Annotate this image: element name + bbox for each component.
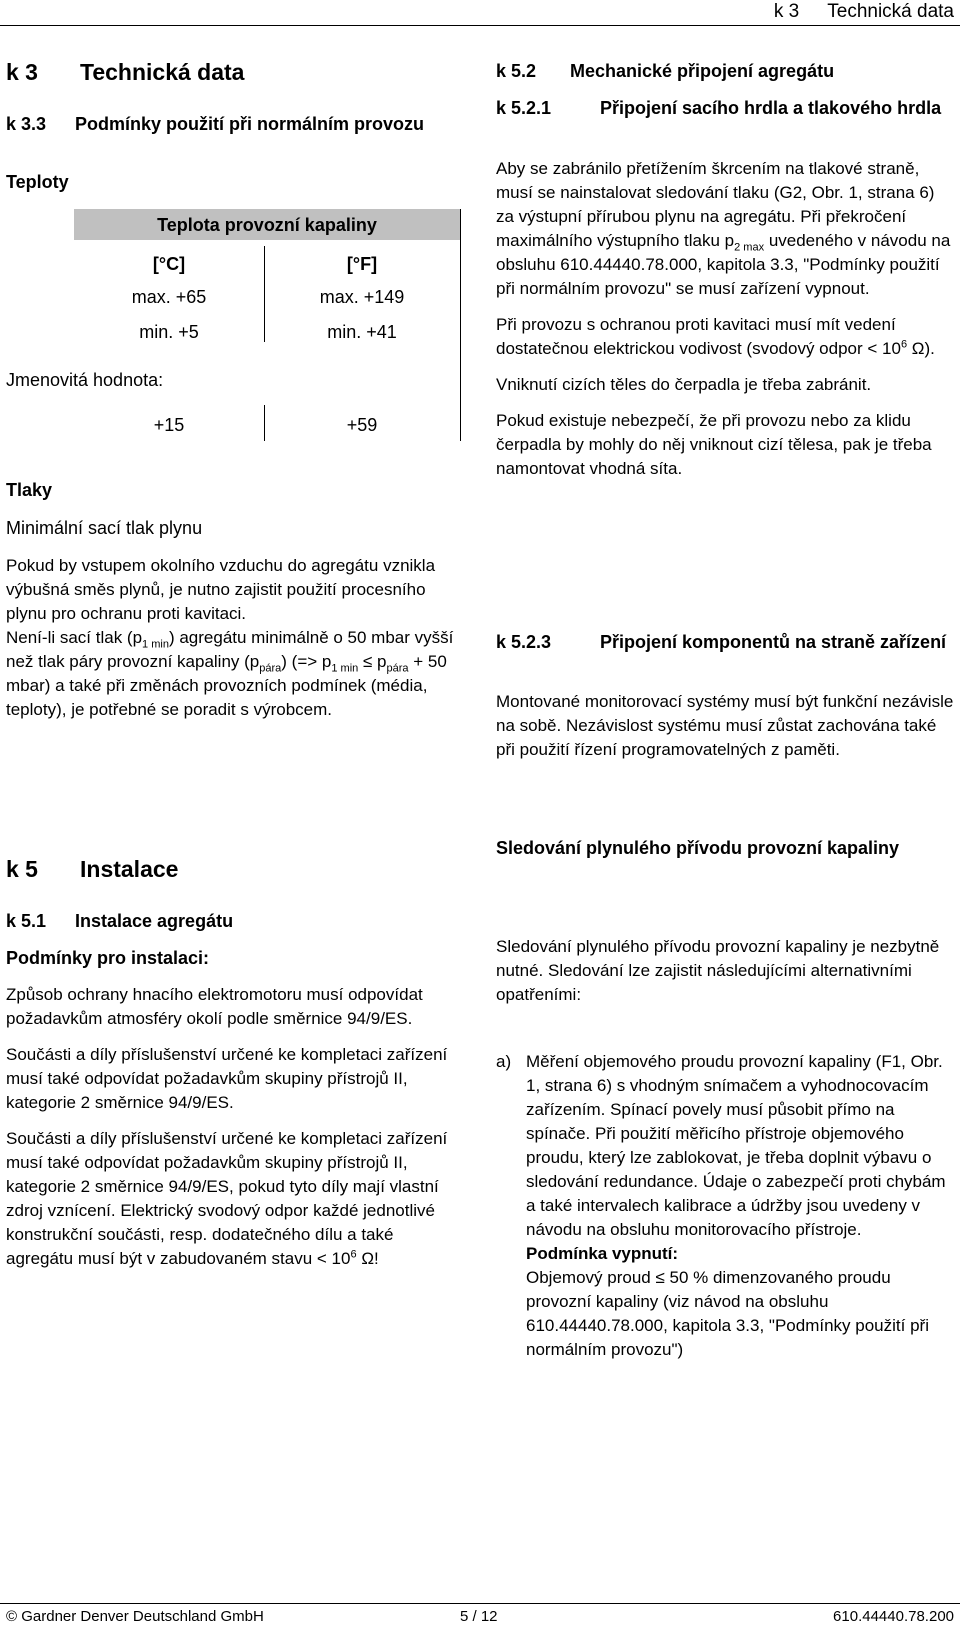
paragraph: Součásti a díly příslušenství určené ke kompletaci zařízení musí také odpovídat požadavkům skupiny přístrojů II, kategorie 2 směrnice 94/9/ES. — [6, 1045, 448, 1112]
installation-conditions-title: Podmínky pro instalaci: — [6, 948, 210, 968]
nominal-value-label: Jmenovitá hodnota: — [6, 370, 164, 390]
footer-company: © Gardner Denver Deutschland GmbH — [6, 1608, 264, 1625]
temperature-table-header — [74, 209, 460, 240]
chapter-number: k 3 — [6, 59, 38, 85]
right-text-block-1 — [496, 157, 956, 481]
min-suction-pressure-title: Minimální sací tlak plynu — [6, 518, 203, 538]
shutdown-condition-title: Podmínka vypnutí: — [526, 1244, 679, 1263]
fahrenheit-header: [°F] — [346, 254, 378, 274]
section-title: Instalace agregátu — [75, 911, 234, 931]
temperatures-label: Teploty — [6, 172, 69, 192]
temperature-table-title: Teplota provozní kapaliny — [157, 215, 377, 235]
section-5-2-1-heading — [496, 96, 956, 120]
chapter-title: Technická data — [80, 59, 245, 85]
section-3-3-heading — [6, 112, 426, 136]
paragraph: Není-li sací tlak $(p_{1 min})$ agregátu minimálně o 50 mbar vyšší než tlak páry provozní kapaliny $(p_{pára})$ (=> $p_{1 min} \le p_{pára} + 50$ mbar) a také při změnách provozních podmínek (média, teploty), je potřebné se poradit s výrobcem. — [6, 628, 454, 719]
nominal-fahrenheit: +59 — [346, 415, 378, 435]
nominal-celsius: +15 — [153, 415, 185, 435]
max-fahrenheit: max. +149 — [319, 287, 405, 307]
paragraph: Pokud by vstupem okolního vzduchu do agregátu vznikla výbušná směs plynů, je nutno zajistit použití procesního plynu pro ochranu proti kavitaci. — [6, 556, 436, 623]
header-rule — [0, 25, 960, 26]
chapter-title: Instalace — [80, 856, 179, 882]
paragraph: Součásti a díly příslušenství určené ke kompletaci zařízení musí také odpovídat požadavkům skupiny přístrojů II, kategorie 2 směrnice 94/9/ES, pokud tyto díly mají vlastní zdroj vznícení. Elektrický svodový odpor každé jednotlivé konstrukční součásti, resp. dodatečného dílu a také agregátu musí být v zabudovaném stavu < $10^6$ Ω! — [6, 1129, 448, 1268]
paragraph: Pokud existuje nebezpečí, že při provozu nebo za klidu čerpadla by mohly do něj vniknout cizí tělesa, pak je třeba namontovat vhodná síta. — [496, 411, 932, 478]
min-celsius: min. +5 — [139, 322, 199, 342]
max-celsius: max. +65 — [131, 287, 207, 307]
list-item-body — [526, 1050, 956, 1362]
chapter-3-heading — [6, 58, 244, 86]
paragraph: Způsob ochrany hnacího elektromotoru musí odpovídat požadavkům atmosféry okolí podle směrnice 94/9/ES. — [6, 985, 423, 1028]
table-right-border — [460, 209, 461, 441]
section-title: Podmínky použití při normálním provozu — [75, 114, 425, 134]
flow-monitoring-title: Sledování plynulého přívodu provozní kapaliny — [496, 838, 900, 858]
paragraph: Montované monitorovací systémy musí být funkční nezávisle na sobě. Nezávislost systému musí zůstat zachována také při použití řízení programovatelných z paměti. — [496, 692, 954, 759]
chapter-5-heading — [6, 855, 178, 883]
paragraph: Aby se zabránilo přetížením škrcením na tlakové straně, musí se nainstalovat sledování tlaku (G2, Obr. 1, strana 6) za výstupní přírubou plynu na agregátu. Při překročení maximálního výstupního tlaku $p_{2 max}$ uvedeného v návodu na obsluhu 610.44440.78.000, kapitola 3.3, "Podmínky použití při normálním provozu" se musí zařízení vypnout. — [496, 159, 951, 298]
header-section-number: k 3 — [773, 1, 800, 22]
paragraph: Objemový proud ≤ 50 % dimenzovaného proudu provozní kapaliny (viz návod na obsluhu 610.44440.78.000, kapitola 3.3, "Podmínky použití při normálním provozu") — [526, 1268, 929, 1359]
paragraph: Měření objemového proudu provozní kapaliny (F1, Obr. 1, strana 6) s vhodným snímačem a vyhodnocovacím zařízením. Spínací povely musí působit přímo na spínače. Při použití měřicího přístroje objemového proudu, který lze zablokovat, je třeba doplnit výbavu o sledování redundance. Údaje o zabezpečí proti chybám a také intervalech kalibrace a údržby jsou uvedeny v návodu na obsluhu monitorovacího přístroje. — [526, 1052, 946, 1239]
pressures-label: Tlaky — [6, 480, 53, 500]
section-5-2-heading — [496, 59, 956, 83]
paragraph: Při provozu s ochranou proti kavitaci musí mít vedení dostatečnou elektrickou vodivost (svodový odpor < $10^6$ Ω). — [496, 315, 935, 358]
paragraph: Sledování plynulého přívodu provozní kapaliny je nezbytně nutné. Sledování lze zajistit následujícími alternativními opatřeními: — [496, 937, 940, 1004]
header-section-title: Technická data — [827, 1, 954, 22]
list-marker: a) — [496, 1052, 512, 1071]
chapter-number: k 5 — [6, 856, 38, 882]
section-title: Připojení komponentů na straně zařízení — [600, 632, 947, 652]
paragraph: Vniknutí cizích těles do čerpadla je třeba zabránit. — [496, 375, 872, 394]
left-text-block-1 — [6, 554, 456, 722]
section-title: Připojení sacího hrdla a tlakového hrdla — [600, 98, 942, 118]
section-title: Mechanické připojení agregátu — [570, 61, 835, 81]
celsius-header: [°C] — [152, 254, 186, 274]
section-number: k 3.3 — [6, 114, 47, 134]
section-number: k 5.2.1 — [496, 98, 552, 118]
section-5-1-heading — [6, 909, 426, 933]
right-text-block-3 — [496, 935, 956, 1007]
section-number: k 5.2 — [496, 61, 537, 81]
min-fahrenheit: min. +41 — [327, 322, 397, 342]
right-text-block-2 — [496, 690, 956, 762]
section-number: k 5.2.3 — [496, 632, 552, 652]
section-number: k 5.1 — [6, 911, 47, 931]
left-text-block-2 — [6, 983, 456, 1271]
footer-rule — [0, 1603, 960, 1604]
section-5-2-3-heading — [496, 630, 956, 654]
footer-page-number: 5 / 12 — [460, 1608, 498, 1625]
page-header — [774, 0, 954, 24]
footer-document-number: 610.44440.78.200 — [833, 1608, 954, 1625]
